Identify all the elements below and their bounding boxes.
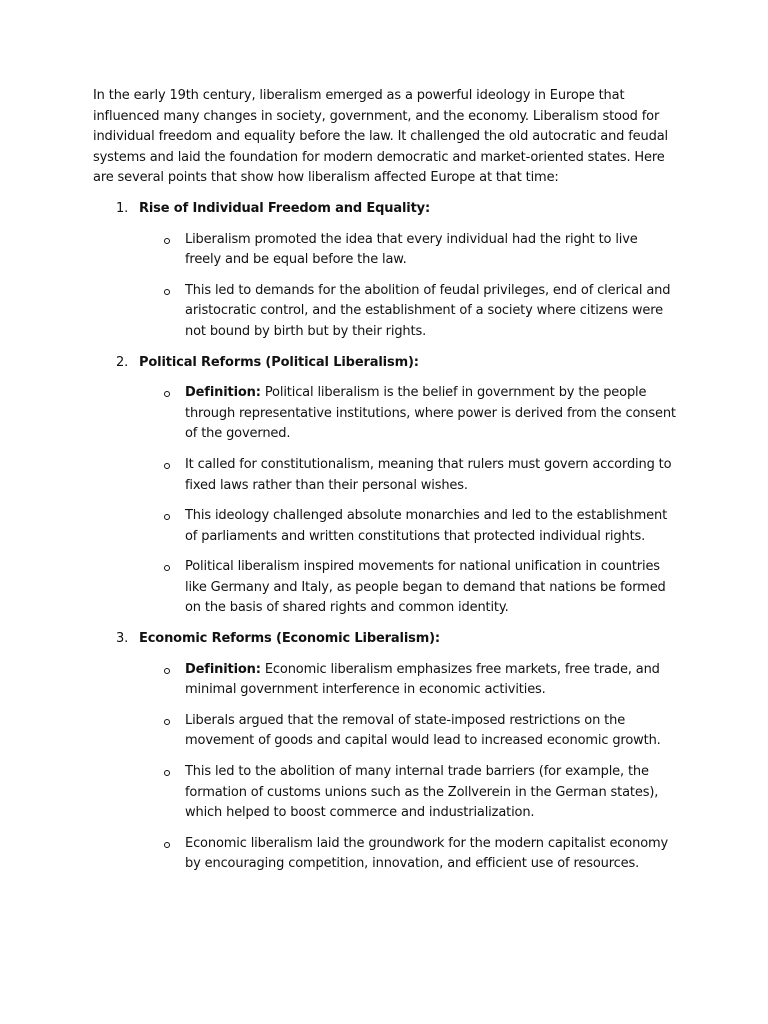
point-number: 1. bbox=[116, 200, 129, 216]
sub-text: It called for constitutionalism, meaning that rulers must govern according to fixed laws rather than their personal wishes. bbox=[185, 456, 672, 493]
sub-item bbox=[93, 383, 676, 445]
hollow-bullet-icon bbox=[164, 391, 170, 397]
point-heading bbox=[93, 353, 676, 374]
point-item bbox=[93, 629, 676, 875]
sub-item bbox=[93, 230, 676, 271]
sub-item bbox=[93, 281, 676, 343]
sub-list bbox=[93, 230, 676, 343]
point-title: Political Reforms (Political Liberalism): bbox=[139, 354, 419, 370]
sub-item bbox=[93, 557, 676, 619]
sub-text: Political liberalism is the belief in government by the people through representative institutions, where power is derived from the consent of the governed. bbox=[185, 385, 676, 442]
point-item bbox=[93, 199, 676, 343]
point-title: Rise of Individual Freedom and Equality: bbox=[139, 200, 431, 216]
sub-text: Political liberalism inspired movements for national unification in countries like Germany and Italy, as people began to demand that nations be formed on the basis of shared rights and common identity. bbox=[185, 559, 666, 616]
point-title: Economic Reforms (Economic Liberalism): bbox=[139, 631, 440, 647]
sub-text: Liberalism promoted the idea that every individual had the right to live freely and be equal before the law. bbox=[185, 231, 638, 268]
sub-text: This led to demands for the abolition of feudal privileges, end of clerical and aristocratic control, and the establishment of a society where citizens were not bound by birth but by their rights. bbox=[185, 282, 671, 339]
hollow-bullet-icon bbox=[164, 289, 170, 295]
sub-item bbox=[93, 660, 676, 701]
sub-text: Economic liberalism laid the groundwork for the modern capitalist economy by encouraging competition, innovation, and efficient use of resources. bbox=[185, 835, 669, 872]
sub-text: Liberals argued that the removal of state-imposed restrictions on the movement of goods and capital would lead to increased economic growth. bbox=[185, 712, 661, 749]
sub-text: This ideology challenged absolute monarchies and led to the establishment of parliaments and written constitutions that protected individual rights. bbox=[185, 508, 668, 544]
point-heading bbox=[93, 629, 676, 650]
sub-item bbox=[93, 711, 676, 752]
hollow-bullet-icon bbox=[164, 770, 170, 776]
sub-text: This led to the abolition of many internal trade barriers (for example, the formation of customs unions such as the Zollverein in the German states), which helped to boost commerce and industrialization. bbox=[185, 764, 659, 821]
sub-item bbox=[93, 506, 676, 547]
document-body bbox=[93, 86, 676, 885]
hollow-bullet-icon bbox=[164, 514, 170, 520]
hollow-bullet-icon bbox=[164, 719, 170, 725]
point-number: 3. bbox=[116, 631, 129, 647]
hollow-bullet-icon bbox=[164, 842, 170, 848]
point-heading bbox=[93, 199, 676, 220]
hollow-bullet-icon bbox=[164, 565, 170, 571]
sub-label: Definition: bbox=[185, 385, 261, 401]
sub-label: Definition: bbox=[185, 661, 261, 677]
hollow-bullet-icon bbox=[164, 238, 170, 244]
point-item bbox=[93, 353, 676, 620]
point-number: 2. bbox=[116, 354, 129, 370]
hollow-bullet-icon bbox=[164, 463, 170, 469]
sub-item bbox=[93, 762, 676, 824]
sub-list bbox=[93, 660, 676, 875]
points-list bbox=[93, 199, 676, 875]
sub-item bbox=[93, 834, 676, 875]
hollow-bullet-icon bbox=[164, 668, 170, 674]
sub-text: Economic liberalism emphasizes free markets, free trade, and minimal government interference in economic activities. bbox=[185, 661, 660, 698]
intro-paragraph: In the early 19th century, liberalism emerged as a powerful ideology in Europe that influenced many changes in society, government, and the economy. Liberalism stood for individual freedom and equality before the law. It challenged the old autocratic and feudal systems and laid the foundation for modern democratic and market-oriented states. Here are several points that show how liberalism affected Europe at that time: bbox=[93, 88, 668, 186]
sub-item bbox=[93, 455, 676, 496]
sub-list bbox=[93, 383, 676, 619]
